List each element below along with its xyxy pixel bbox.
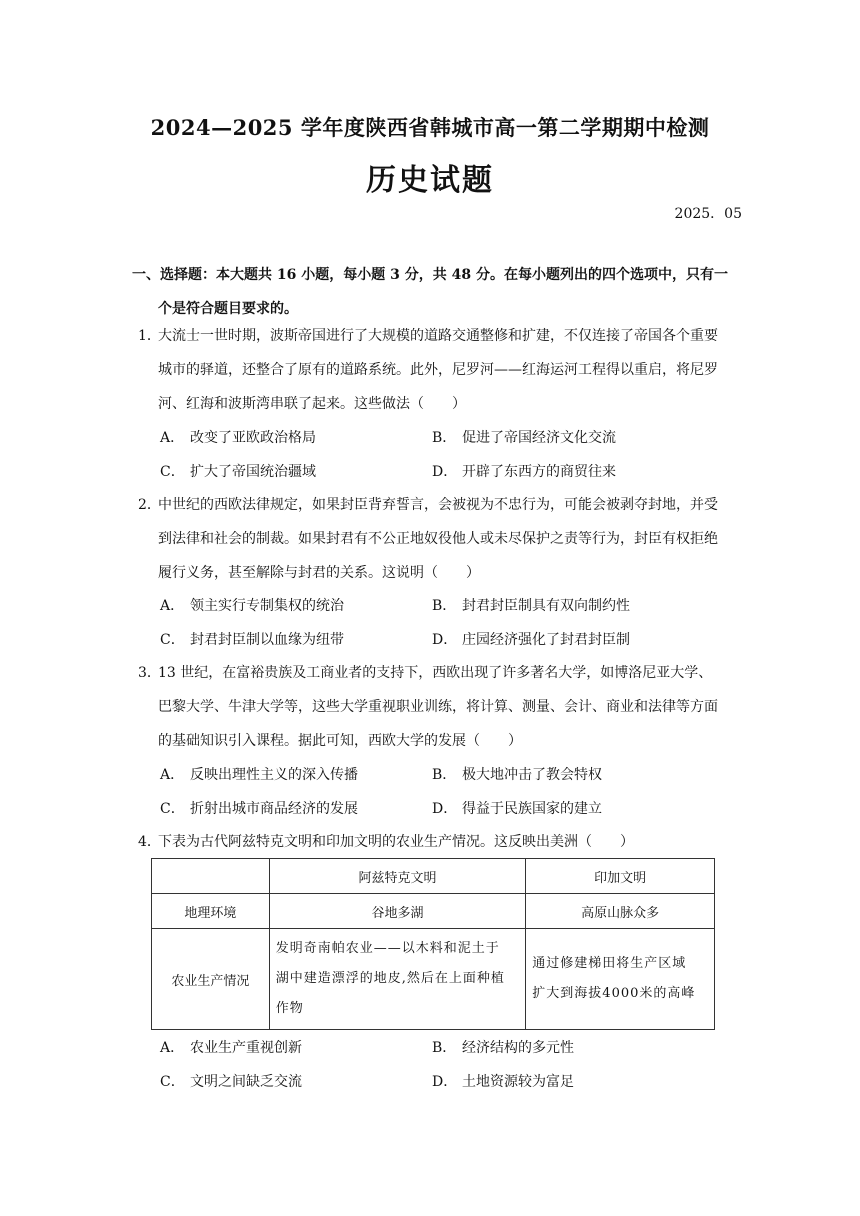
option-c[interactable]: C． 封君封臣制以血缘为纽带 [160, 632, 344, 648]
question-stem-line: 巴黎大学、牛津大学等，这些大学重视职业训练，将计算、测量、会计、商业和法律等方面 [158, 699, 718, 715]
option-b[interactable]: B． 经济结构的多元性 [432, 1040, 574, 1056]
question-3 [138, 656, 738, 758]
exam-date: 2025．05 [674, 206, 742, 222]
question-2-options [160, 589, 720, 657]
question-stem-line: 河、红海和波斯湾串联了起来。这些做法（ ） [158, 396, 466, 412]
question-1 [138, 319, 738, 421]
option-b[interactable]: B． 封君封臣制具有双向制约性 [432, 598, 630, 614]
option-d[interactable]: D． 得益于民族国家的建立 [432, 801, 602, 817]
option-a[interactable]: A． 领主实行专制集权的统治 [160, 598, 344, 614]
option-b[interactable]: B． 促进了帝国经济文化交流 [432, 430, 616, 446]
exam-title: 2024—2025 学年度陕西省韩城市高一第二学期期中检测 [150, 115, 710, 140]
question-number: 4． [138, 834, 161, 850]
table-cell: 地理环境 [152, 894, 270, 929]
table-cell: 高原山脉众多 [526, 894, 715, 929]
question-stem-line: 到法律和社会的制裁。如果封君有不公正地奴役他人或未尽保护之责等行为，封臣有权拒绝 [158, 531, 718, 547]
table-cell-aztec-agriculture: 发明奇南帕农业——以木料和泥土于 湖中建造漂浮的地皮,然后在上面种植 作物 [269, 929, 526, 1030]
question-stem-line: 2．中世纪的西欧法律规定，如果封臣背弃誓言，会被视为不忠行为，可能会被剥夺封地，并受 [138, 488, 738, 522]
question-stem-line: 城市的驿道，还整合了原有的道路系统。此外，尼罗河——红海运河工程得以重启，将尼罗 [158, 362, 718, 378]
question-number: 2． [138, 497, 161, 513]
table-cell: 谷地多湖 [269, 894, 526, 929]
question-4-options [160, 1031, 720, 1099]
table-cell-inca-agriculture: 通过修建梯田将生产区域 扩大到海拔4000米的高峰 [526, 929, 715, 1030]
question-number: 3． [138, 665, 161, 681]
question-stem-line: 4．下表为古代阿兹特克文明和印加文明的农业生产情况。这反映出美洲（ ） [138, 825, 738, 859]
question-number: 1． [138, 328, 161, 344]
option-d[interactable]: D． 土地资源较为富足 [432, 1074, 574, 1090]
question-4 [138, 825, 738, 859]
question-1-options [160, 421, 720, 489]
option-b[interactable]: B． 极大地冲击了教会特权 [432, 767, 602, 783]
option-a[interactable]: A． 反映出理性主义的深入传播 [160, 767, 358, 783]
table-header-row [152, 859, 715, 894]
question-3-options [160, 758, 720, 826]
option-c[interactable]: C． 扩大了帝国统治疆域 [160, 464, 316, 480]
section-heading [132, 258, 742, 326]
question-stem-line: 履行义务，甚至解除与封君的关系。这说明（ ） [158, 565, 480, 581]
question-2 [138, 488, 738, 590]
subject-title: 历史试题 [366, 163, 494, 198]
section-heading-line2: 个是符合题目要求的。 [158, 301, 298, 317]
option-c[interactable]: C． 文明之间缺乏交流 [160, 1074, 302, 1090]
table-header-inca: 印加文明 [526, 859, 715, 894]
table-header-aztec: 阿兹特克文明 [269, 859, 526, 894]
table-cell: 农业生产情况 [152, 929, 270, 1030]
table-cell [152, 859, 270, 894]
question-stem-line: 3．13 世纪，在富裕贵族及工商业者的支持下，西欧出现了许多著名大学，如博洛尼亚大学、 [138, 656, 738, 690]
option-d[interactable]: D． 庄园经济强化了封君封臣制 [432, 632, 630, 648]
option-c[interactable]: C． 折射出城市商品经济的发展 [160, 801, 358, 817]
option-d[interactable]: D． 开辟了东西方的商贸往来 [432, 464, 616, 480]
question-stem-line: 1．大流士一世时期，波斯帝国进行了大规模的道路交通整修和扩建，不仅连接了帝国各个重要 [138, 319, 738, 353]
option-a[interactable]: A． 改变了亚欧政治格局 [160, 430, 316, 446]
section-heading-line1: 一、选择题：本大题共 16 小题，每小题 3 分，共 48 分。在每小题列出的四个选项中，只有一 [132, 267, 728, 283]
table-row [152, 929, 715, 1030]
option-a[interactable]: A． 农业生产重视创新 [160, 1040, 302, 1056]
question-stem-line: 的基础知识引入课程。据此可知，西欧大学的发展（ ） [158, 733, 522, 749]
agriculture-table [151, 858, 715, 1030]
table-row [152, 894, 715, 929]
